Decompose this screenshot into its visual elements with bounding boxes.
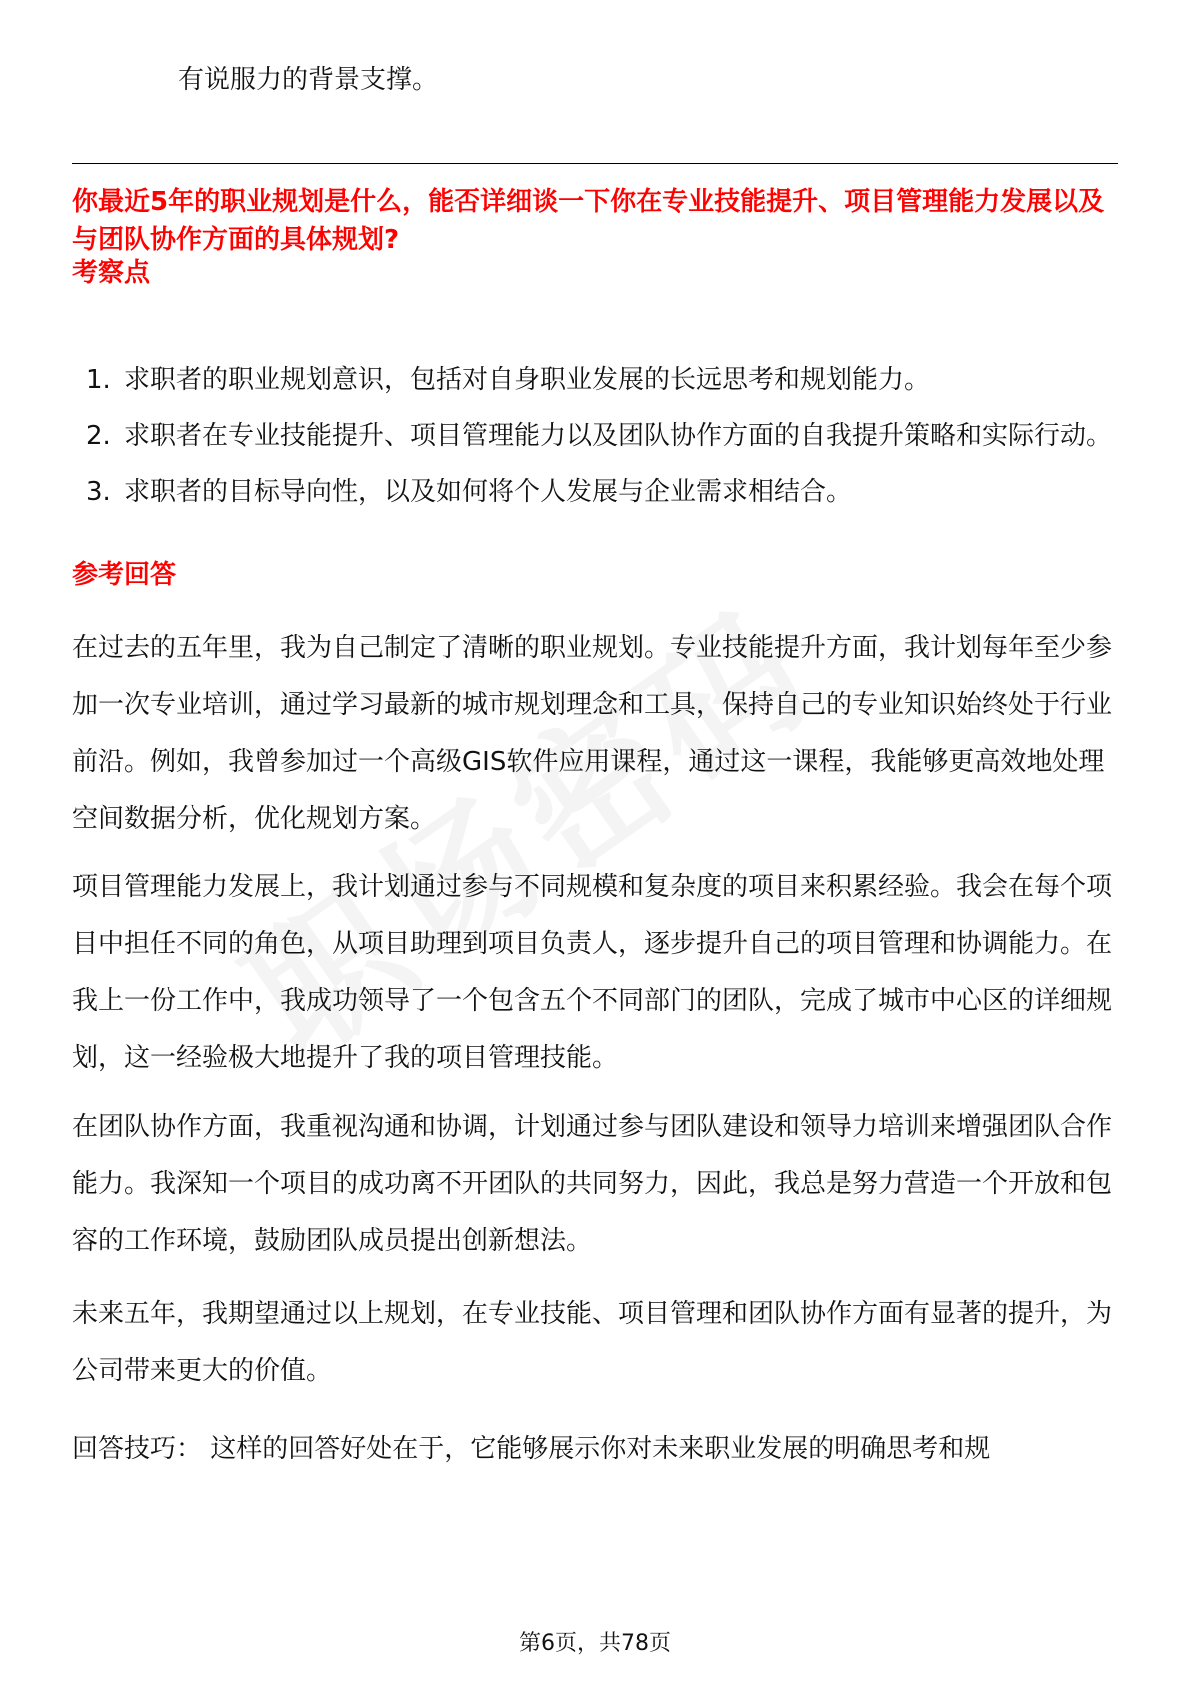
list-item-text: 求职者在专业技能提升、项目管理能力以及团队协作方面的自我提升策略和实际行动。 (124, 421, 1113, 451)
list-item (72, 352, 1118, 408)
list-item-text: 求职者的职业规划意识，包括对自身职业发展的长远思考和规划能力。 (124, 365, 931, 395)
reference-answer-heading: 参考回答 (72, 560, 177, 590)
answer-paragraph: 在过去的五年里，我为自己制定了清晰的职业规划。专业技能提升方面，我计划每年至少参加一次专业培训，通过学习最新的城市规划理念和工具，保持自己的专业知识始终处于行业前沿。例如，我曾参加过一个高级GIS软件应用课程，通过这一课程，我能够更高效地处理空间数据分析，优化规划方案。 (72, 633, 1113, 834)
list-item-text: 求职者的目标导向性，以及如何将个人发展与企业需求相结合。 (124, 477, 853, 507)
answer-paragraph: 未来五年，我期望通过以上规划，在专业技能、项目管理和团队协作方面有显著的提升，为公司带来更大的价值。 (72, 1299, 1113, 1386)
list-item (72, 408, 1118, 464)
list-item (72, 464, 1118, 520)
question-heading: 你最近5年的职业规划是什么，能否详细谈一下你在专业技能提升、项目管理能力发展以及与团队协作方面的具体规划? (72, 187, 1105, 255)
answer-paragraph: 项目管理能力发展上，我计划通过参与不同规模和复杂度的项目来积累经验。我会在每个项目中担任不同的角色，从项目助理到项目负责人，逐步提升自己的项目管理和协调能力。在我上一份工作中，我成功领导了一个包含五个不同部门的团队，完成了城市中心区的详细规划，这一经验极大地提升了我的项目管理技能。 (72, 872, 1113, 1073)
answer-paragraph: 在团队协作方面，我重视沟通和协调，计划通过参与团队建设和领导力培训来增强团队合作能力。我深知一个项目的成功离不开团队的共同努力，因此，我总是努力营造一个开放和包容的工作环境，鼓励团队成员提出创新想法。 (72, 1112, 1113, 1256)
page-number-footer: 第6页，共78页 (519, 1631, 671, 1656)
list-item-number: 1. (86, 365, 111, 395)
answer-tip-paragraph: 回答技巧： 这样的回答好处在于，它能够展示你对未来职业发展的明确思考和规 (72, 1434, 991, 1464)
section-divider (72, 163, 1118, 164)
carry-over-text: 有说服力的背景支撑。 (178, 65, 439, 95)
list-item-number: 2. (86, 421, 111, 451)
assessment-points-heading: 考察点 (72, 258, 151, 288)
list-item-number: 3. (86, 477, 111, 507)
assessment-points-list (72, 352, 1118, 520)
